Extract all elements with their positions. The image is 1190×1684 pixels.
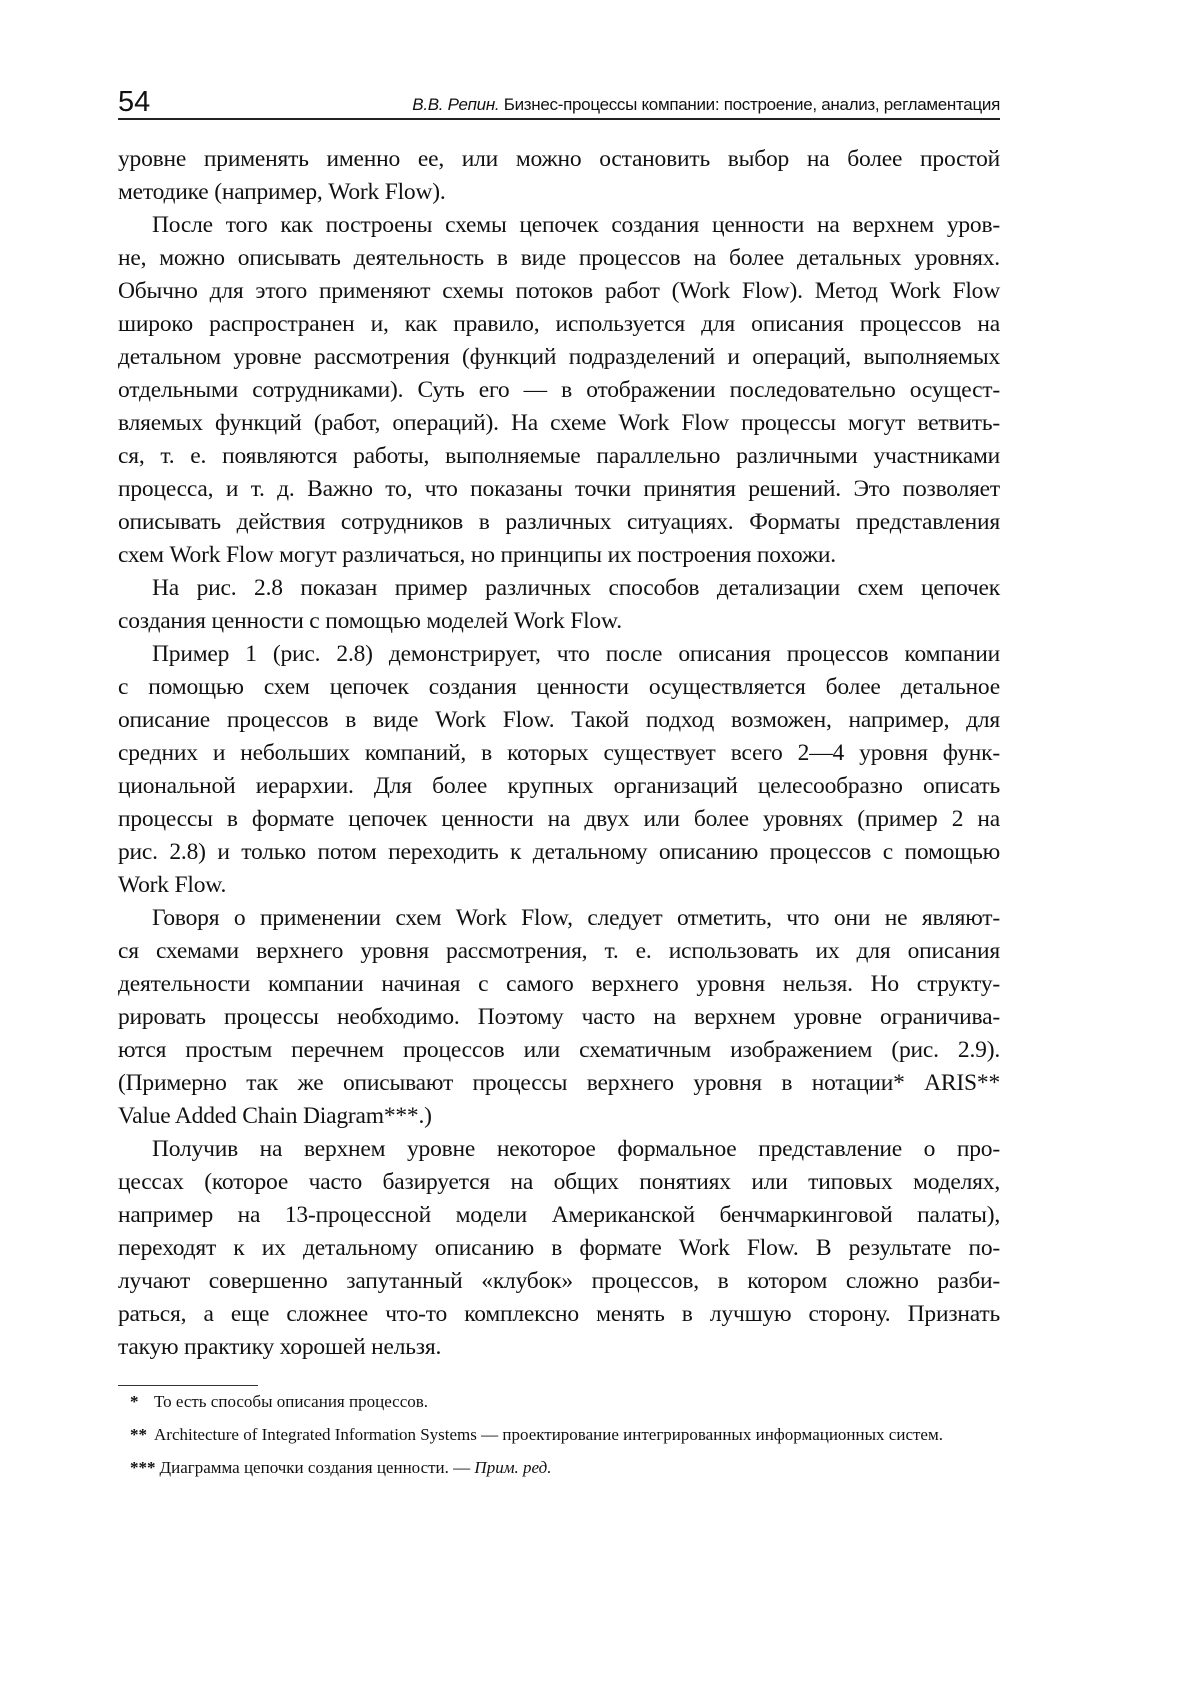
text-line: средних и небольших компаний, в которых существует всего 2—4 уровня функ- — [118, 740, 1000, 766]
footnote-body: Architecture of Integrated Information Systems — проектирование интегрированных информационных систем. — [154, 1425, 943, 1444]
text-line: Пример 1 (рис. 2.8) демонстрирует, что после описания процессов компании — [152, 641, 1000, 667]
text-line: После того как построены схемы цепочек создания ценности на верхнем уров- — [152, 212, 1000, 238]
footnote-marker: *** — [130, 1458, 156, 1477]
footnote-body: Диаграмма цепочки создания ценности. — — [159, 1458, 475, 1477]
running-header — [118, 82, 1000, 120]
text-line: с помощью схем цепочек создания ценности осуществляется более детальное — [118, 674, 1000, 700]
paragraph — [118, 143, 1000, 209]
text-line: методике (например, Work Flow). — [118, 179, 446, 205]
text-line: процесса, и т. д. Важно то, что показаны точки принятия решений. Это позволяет — [118, 476, 1000, 502]
text-line: Value Added Chain Diagram***.) — [118, 1103, 432, 1129]
text-line: рировать процессы необходимо. Поэтому часто на верхнем уровне ограничива- — [118, 1004, 1000, 1030]
text-line: вляемых функций (работ, операций). На схеме Work Flow процессы могут ветвить- — [118, 410, 1000, 436]
text-line: ся схемами верхнего уровня рассмотрения, т. е. использовать их для описания — [118, 938, 1000, 964]
book-title: Бизнес-процессы компании: построение, анализ, регламентация — [499, 95, 1000, 114]
text-line: описание процессов в виде Work Flow. Такой подход возможен, например, для — [118, 707, 1000, 733]
paragraph — [118, 902, 1000, 1133]
text-line: уровне применять именно ее, или можно остановить выбор на более простой — [118, 146, 1000, 172]
text-line: такую практику хорошей нельзя. — [118, 1334, 442, 1360]
footnote — [130, 1392, 1000, 1411]
text-line: рис. 2.8) и только потом переходить к детальному описанию процессов с помощью — [118, 839, 1000, 865]
paragraph — [118, 572, 1000, 638]
text-line: На рис. 2.8 показан пример различных способов детализации схем цепочек — [152, 575, 1000, 601]
text-line: циональной иерархии. Для более крупных организаций целесообразно описать — [118, 773, 1000, 799]
text-line: Говоря о применении схем Work Flow, следует отметить, что они не являют- — [152, 905, 1000, 931]
page-number: 54 — [118, 86, 151, 118]
footnote-text — [160, 1458, 1001, 1477]
main-text — [118, 143, 1000, 1364]
text-line: лучают совершенно запутанный «клубок» процессов, в котором сложно разби- — [118, 1268, 1000, 1294]
text-line: широко распространен и, как правило, используется для описания процессов на — [118, 311, 1000, 337]
footnote-editor-note: Прим. ред. — [474, 1458, 552, 1477]
text-line: Work Flow. — [118, 872, 227, 898]
text-line: схем Work Flow могут различаться, но принципы их построения похожи. — [118, 542, 836, 568]
running-title — [412, 95, 1000, 115]
text-line: (Примерно так же описывают процессы верхнего уровня в нотации* ARIS** — [118, 1070, 1000, 1096]
text-line: деятельности компании начиная с самого верхнего уровня нельзя. Но структу- — [118, 971, 1000, 997]
text-line: ются простым перечнем процессов или схематичным изображением (рис. 2.9). — [118, 1037, 1000, 1063]
author-name: В.В. Репин. — [412, 95, 500, 114]
text-line: Получив на верхнем уровне некоторое формальное представление о про- — [152, 1136, 1000, 1162]
text-line: процессы в формате цепочек ценности на двух или более уровнях (пример 2 на — [118, 806, 1000, 832]
footnote-text — [154, 1425, 1000, 1444]
footnotes — [130, 1392, 1000, 1491]
text-line: цессах (которое часто базируется на общих понятиях или типовых моделях, — [118, 1169, 1000, 1195]
text-line: Обычно для этого применяют схемы потоков работ (Work Flow). Метод Work Flow — [118, 278, 1000, 304]
text-line: не, можно описывать деятельность в виде процессов на более детальных уровнях. — [118, 245, 1000, 271]
paragraph — [118, 638, 1000, 902]
text-line: детальном уровне рассмотрения (функций подразделений и операций, выполняемых — [118, 344, 1000, 370]
paragraph — [118, 1133, 1000, 1364]
text-line: ся, т. е. появляются работы, выполняемые параллельно различными участниками — [118, 443, 1000, 469]
text-line: создания ценности с помощью моделей Work Flow. — [118, 608, 622, 634]
footnote-marker: * — [130, 1392, 139, 1411]
text-line: описывать действия сотрудников в различных ситуациях. Форматы представления — [118, 509, 1000, 535]
text-line: переходят к их детальному описанию в формате Work Flow. В результате по- — [118, 1235, 1000, 1261]
text-line: раться, а еще сложнее что-то комплексно менять в лучшую сторону. Признать — [118, 1301, 1000, 1327]
footnote — [130, 1458, 1000, 1477]
text-line: отдельными сотрудниками). Суть его — в отображении последовательно осущест- — [118, 377, 1000, 403]
footnote-marker: ** — [130, 1425, 147, 1444]
footnote-text — [154, 1392, 1000, 1411]
footnote — [130, 1425, 1000, 1444]
paragraph — [118, 209, 1000, 572]
footnote-divider — [118, 1385, 258, 1386]
text-line: например на 13-процессной модели Американской бенчмаркинговой палаты), — [118, 1202, 1000, 1228]
footnote-body: То есть способы описания процессов. — [154, 1392, 429, 1411]
